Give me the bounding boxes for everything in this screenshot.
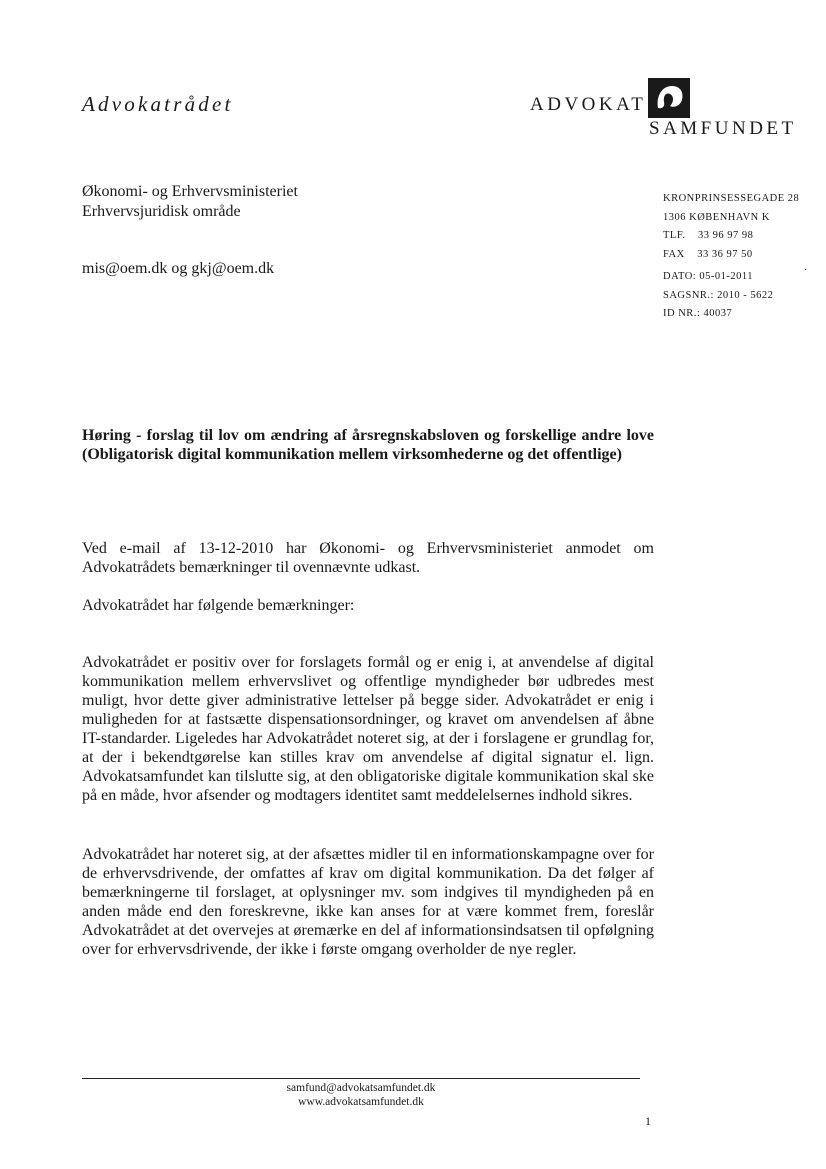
body-paragraph: Advokatrådet er positiv over for forslagets formål og er enig i, at anvendelse af digital kommunikation mellem erhvervslivet og offentlige myndigheder bør udbredes mest muligt, hvor dette giver administrative lettelser på begge sider. Advokatrådet er enig i muligheden for at fastsætte dispensationsordninger, og kravet om anvendelsen af åbne IT-standarder. Ligeledes har Advokatrådet noteret sig, at der i forslagene er grundlag for, at der i bekendtgørelse kan stilles krav om anvendelse af digital signatur el. lign. Advokatsamfundet kan tilslutte sig, at den obligatoriske digitale kommunikation skal ske på en måde, hvor afsender og modtagers identitet samt meddelelsernes indhold sikres.: [82, 654, 654, 804]
page-number: 1: [645, 1114, 651, 1128]
case-number: SAGSNR.: 2010 - 5622: [663, 289, 774, 301]
sender-city: 1306 KØBENHAVN K: [663, 211, 770, 223]
recipient-department: Erhvervsjuridisk område: [82, 203, 241, 220]
advokatsamfundet-logo: [530, 86, 800, 146]
id-number: ID NR.: 40037: [663, 308, 733, 319]
helmet-emblem-icon: [648, 78, 690, 118]
recipient-ministry: Økonomi- og Erhvervsministeriet: [82, 183, 298, 200]
letterhead-title: Advokatrådet: [82, 92, 234, 116]
footer-email: samfund@advokatsamfundet.dk: [286, 1082, 436, 1094]
logo-word-advokat: ADVOKAT: [530, 94, 647, 115]
body-paragraph: Advokatrådet har følgende bemærkninger:: [82, 597, 355, 614]
recipient-emails: mis@oem.dk og gkj@oem.dk: [82, 260, 275, 277]
sender-phone: TLF. 33 96 97 98: [663, 230, 754, 241]
sender-street: KRONPRINSESSEGADE 28: [663, 193, 800, 204]
footer-website: www.advokatsamfundet.dk: [298, 1095, 424, 1108]
logo-word-samfundet: SAMFUNDET: [649, 118, 797, 139]
body-paragraph: Ved e-mail af 13-12-2010 har Økonomi- og Erhvervsministeriet anmodet om Advokatrådets bemærkninger til ovennævnte udkast.: [82, 540, 654, 576]
sender-address: [663, 190, 799, 264]
letter-date: DATO: 05-01-2011: [663, 271, 753, 282]
sender-fax: FAX 33 36 97 50: [663, 248, 753, 260]
subject-heading: Høring - forslag til lov om ændring af årsregnskabsloven og forskellige andre love (Obligatorisk digital kommunikation mellem virksomhederne og det offentlige): [82, 427, 654, 463]
footer-divider: [82, 1078, 640, 1079]
letter-meta: [663, 268, 773, 324]
recipient-block: [82, 182, 298, 222]
body-paragraph: Advokatrådet har noteret sig, at der afsættes midler til en informationskampagne over for de erhvervsdrivende, der omfattes af krav om digital kommunikation. Da det følger af bemærkningerne til forslaget, at oplysninger mv. som indgives til myndigheden på en anden måde end den foreskrevne, ikke kan anses for at være kommet frem, foreslår Advokatrådet at det overvejes at øremærke en del af informationsindsatsen til opfølgning over for erhvervsdrivende, der ikke i første omgang overholder de nye regler.: [82, 846, 654, 958]
footer-contact: [82, 1082, 640, 1109]
margin-mark: ·: [804, 265, 808, 276]
